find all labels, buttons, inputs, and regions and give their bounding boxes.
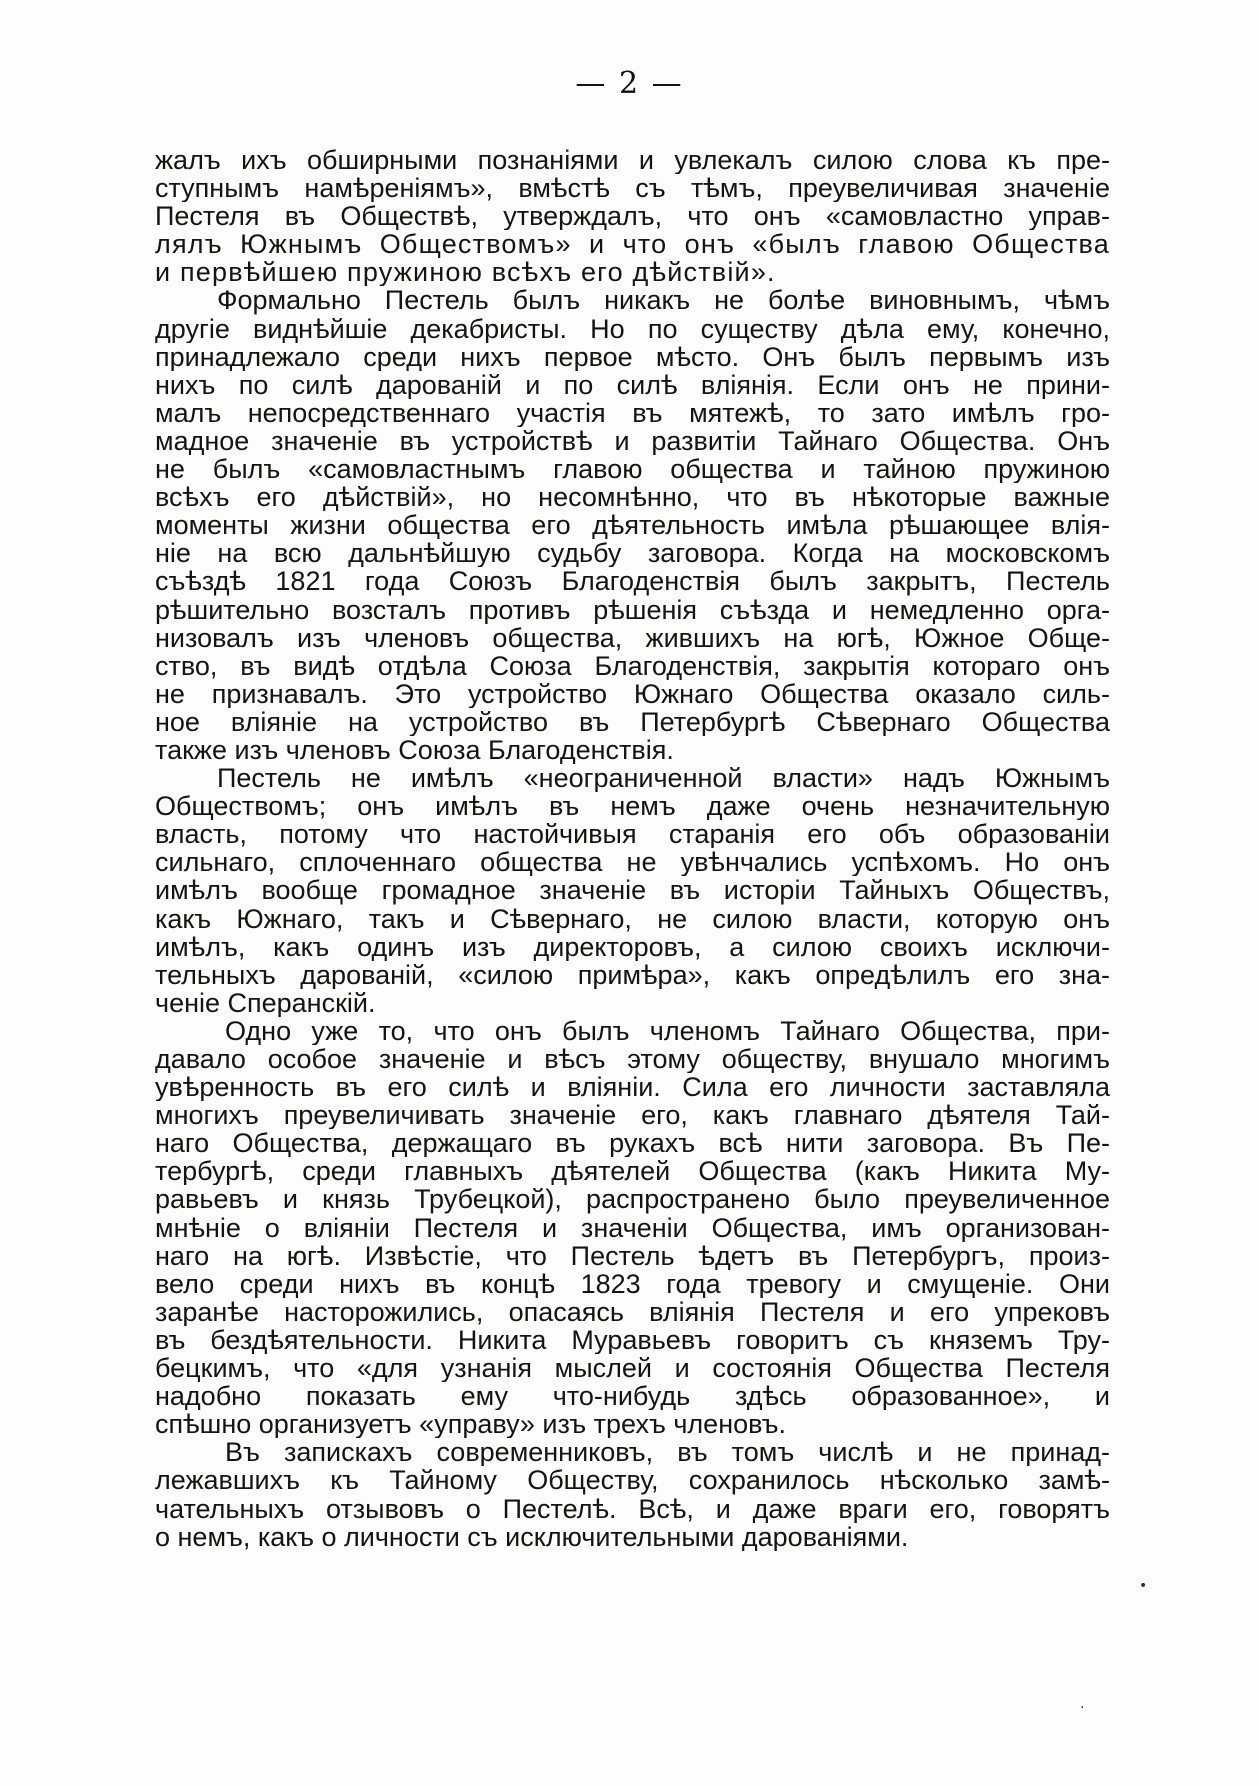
text-line: увѣренность въ его силѣ и вліяніи. Сила его личности заставляла [155,1073,1110,1102]
text-line: лялъ Южнымъ Обществомъ» и что онъ «былъ главою Общества [155,230,1110,259]
text-line: Формально Пестель былъ никакъ не болѣе виновнымъ, чѣмъ [217,286,1110,315]
text-line: Одно уже то, что онъ былъ членомъ Тайнаго Общества, при- [225,1016,1110,1045]
text-line: наго Общества, держащаго въ рукахъ всѣ нити заговора. Въ Пе- [155,1129,1110,1158]
text-line: надобно показать ему что-нибудь здѣсь образованное», и [155,1382,1110,1411]
text-line: о немъ, какъ о личности съ исключительными дарованіями. [155,1522,909,1551]
text-line: имѣлъ, какъ одинъ изъ директоровъ, а силою своихъ исключи- [155,932,1110,961]
text-line: наго на югѣ. Извѣстіе, что Пестель ѣдетъ въ Петербургъ, произ- [155,1241,1110,1270]
text-line: рѣшительно возсталъ противъ рѣшенія съѣзда и немедленно орга- [155,595,1110,624]
text-line: какъ Южнаго, такъ и Сѣвернаго, не силою власти, которую онъ [155,904,1110,933]
text-line: бецкимъ, что «для узнанія мыслей и состоянія Общества Пестеля [155,1354,1110,1383]
text-line: не былъ «самовластнымъ главою общества и тайною пружиною [155,455,1110,484]
text-line: мнѣніе о вліяніи Пестеля и значеніи Общества, имъ организован- [155,1213,1110,1242]
text-line: вело среди нихъ въ концѣ 1823 года тревогу и смущеніе. Они [155,1269,1110,1298]
text-line: не признавалъ. Это устройство Южнаго Общества оказало силь- [155,679,1110,708]
text-line: ступнымъ намѣреніямъ», вмѣстѣ съ тѣмъ, преувеличивая значеніе [155,174,1110,203]
text-line: принадлежало среди нихъ первое мѣсто. Онъ былъ первымъ изъ [155,342,1110,371]
text-line: многихъ преувеличивать значеніе его, какъ главнаго дѣятеля Тай- [155,1101,1110,1130]
text-line: низовалъ изъ членовъ общества, жившихъ на югѣ, Южное Обще- [155,623,1110,652]
text-line: съѣздѣ 1821 года Союзъ Благоденствія былъ закрытъ, Пестель [155,567,1110,596]
text-line: давало особое значеніе и вѣсъ этому обществу, внушало многимъ [155,1045,1110,1074]
text-line: Пестель не имѣлъ «неограниченной власти» надъ Южнымъ [217,764,1110,793]
text-line: имѣлъ вообще громадное значеніе въ исторіи Тайныхъ Обществъ, [155,876,1110,905]
text-line: моменты жизни общества его дѣятельность имѣла рѣшающее влія- [155,511,1110,540]
text-line: сильнаго, сплоченнаго общества не увѣнчались успѣхомъ. Но онъ [155,848,1110,877]
text-line: всѣхъ его дѣйствій», но несомнѣнно, что въ нѣкоторые важные [155,483,1110,512]
text-line: лежавшихъ къ Тайному Обществу, сохранилось нѣсколько замѣ- [155,1466,1110,1495]
text-line: нихъ по силѣ дарованій и по силѣ вліянія. Если онъ не прини- [155,370,1110,399]
text-line: также изъ членовъ Союза Благоденствія. [155,735,674,765]
text-line: чательныхъ отзывовъ о Пестелѣ. Всѣ, и даже враги его, говорятъ [155,1494,1110,1523]
text-line: Обществомъ; онъ имѣлъ въ немъ даже очень незначительную [155,792,1110,821]
text-line: ченіе Сперанскій. [155,988,376,1017]
text-line: мадное значеніе въ устройствѣ и развитіи Тайнаго Общества. Онъ [155,426,1110,456]
text-line: другіе виднѣйшіе декабристы. Но по существу дѣла ему, конечно, [155,314,1110,343]
text-line: въ бездѣятельности. Никита Муравьевъ говоритъ съ княземъ Тру- [155,1325,1110,1355]
text-line: ніе на всю дальнѣйшую судьбу заговора. Когда на московскомъ [155,539,1110,568]
text-line: власть, потому что настойчивыя старанія его объ образованіи [155,820,1110,849]
text-line: тельныхъ дарованій, «силою примѣра», какъ опредѣлилъ его зна- [155,960,1110,989]
text-line: малъ непосредственнаго участія въ мятежѣ, то зато имѣлъ гро- [155,398,1110,427]
text-line: спѣшно организуетъ «управу» изъ трехъ членовъ. [155,1410,786,1439]
text-line: ное вліяніе на устройство въ Петербургѣ Сѣвернаго Общества [155,707,1110,736]
text-line: тербургѣ, среди главныхъ дѣятелей Общества (какъ Никита Му- [155,1157,1110,1186]
text-line: равьевъ и князь Трубецкой), распространено было преувеличенное [155,1185,1110,1214]
body-text [155,146,1110,1551]
scan-speck-mark: • [1139,1578,1148,1594]
text-line: Пестеля въ Обществѣ, утверждалъ, что онъ «самовластно управ- [155,202,1110,231]
text-line: Въ запискахъ современниковъ, въ томъ числѣ и не принад- [225,1438,1110,1467]
scan-speck-mark: · [1080,1700,1085,1716]
page-number: — 2 — [575,66,684,101]
text-line: ство, въ видѣ отдѣла Союза Благоденствія, закрытія котораго онъ [155,651,1110,680]
text-line: заранѣе насторожились, опасаясь вліянія Пестеля и его упрековъ [155,1297,1110,1326]
text-line: и первѣйшею пружиною всѣхъ его дѣйствій». [155,258,776,287]
text-line: жалъ ихъ обширными познаніями и увлекалъ силою слова къ пре- [155,146,1110,175]
